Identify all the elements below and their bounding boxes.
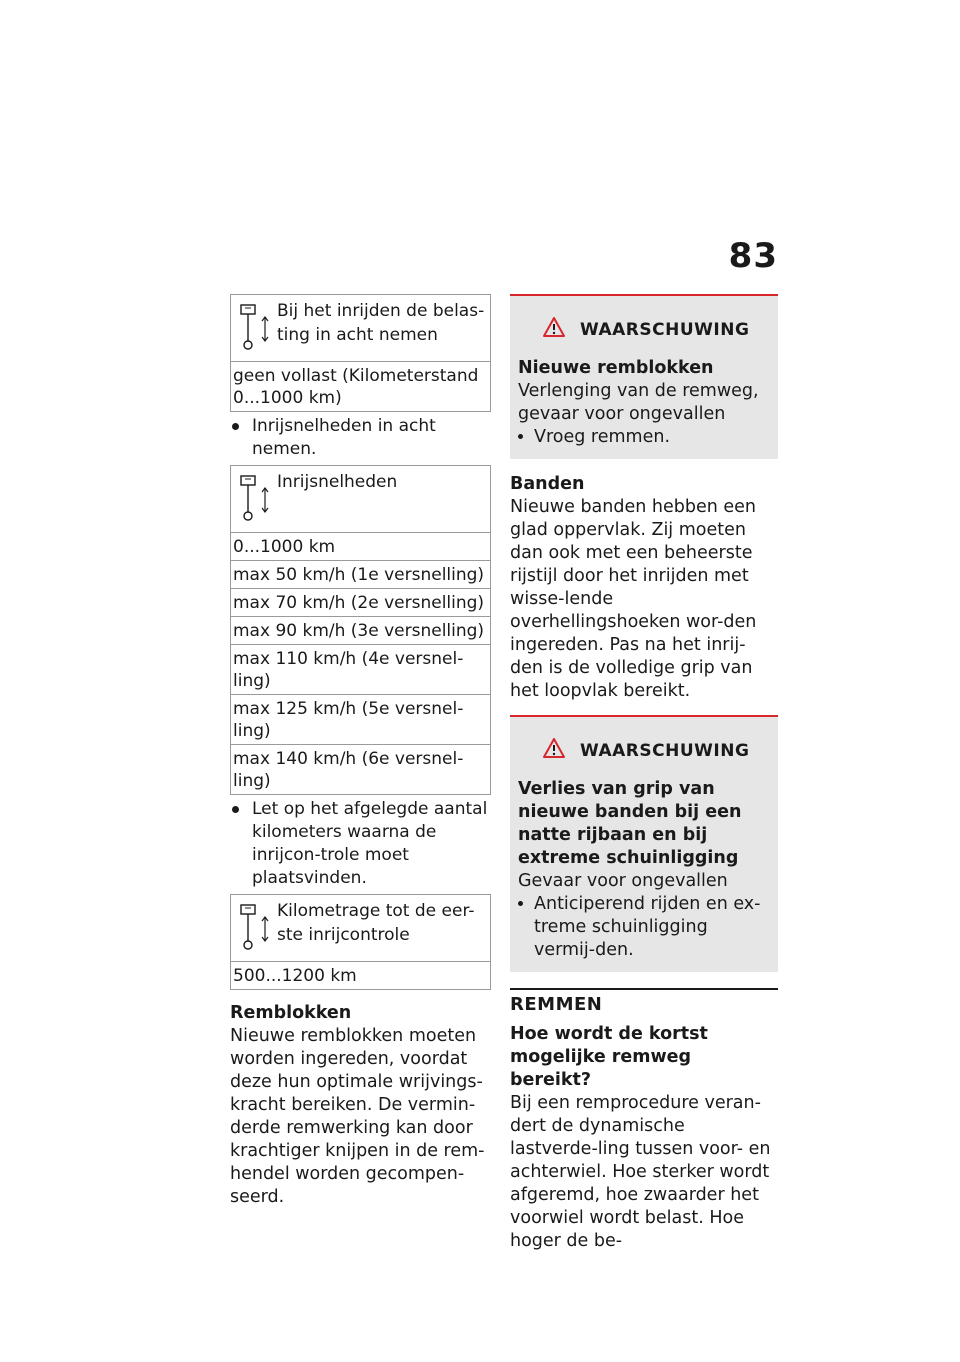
- paragraph-remblokken: Nieuwe remblokken moeten worden ingereden, voordat deze hun optimale wrijvings-kracht bereiken. De vermin-derde remwerking kan door krachtiger knijpen in de rem-hendel worden gecompen-seerd.: [230, 1026, 485, 1207]
- table-row: max 140 km/h (6e versnel-ling): [231, 744, 490, 794]
- engine-piston-icon: [235, 899, 271, 955]
- warning-title: [518, 737, 770, 764]
- list-item-text: Inrijsnelheden in acht nemen.: [252, 416, 436, 459]
- table-row: 500...1200 km: [231, 961, 490, 989]
- info-table-first-inspection: [230, 894, 491, 990]
- engine-piston-icon: [235, 299, 271, 355]
- info-table-break-in-load: [230, 294, 491, 412]
- warning-title-text: WAARSCHUWING: [580, 740, 750, 761]
- warning-title-text: WAARSCHUWING: [580, 319, 750, 340]
- section-heading-remblokken: Remblokken: [230, 1003, 352, 1023]
- table-row: max 90 km/h (3e versnelling): [231, 616, 490, 644]
- section-heading-remweg: Hoe wordt de kortst mogelijke remweg bereikt?: [510, 1024, 708, 1090]
- left-column: [230, 294, 491, 1209]
- warning-box-brake-pads: [510, 294, 778, 459]
- page-number: 83: [728, 236, 778, 276]
- table-header-text: Kilometrage tot de eer-ste inrijcontrole: [277, 901, 475, 945]
- section-heading-banden: Banden: [510, 474, 585, 494]
- list-item: [230, 415, 491, 461]
- table-header: [231, 295, 490, 361]
- warning-heading: Verlies van grip van nieuwe banden bij een natte rijbaan en bij extreme schuinligging: [518, 779, 742, 868]
- warning-triangle-icon: [518, 737, 580, 764]
- table-header: [231, 466, 490, 532]
- engine-piston-icon: [235, 470, 271, 526]
- table-row: max 50 km/h (1e versnelling): [231, 560, 490, 588]
- warning-title: [518, 316, 770, 343]
- warning-triangle-icon: [518, 316, 580, 343]
- table-row: max 70 km/h (2e versnelling): [231, 588, 490, 616]
- warning-text: Gevaar voor ongevallen: [518, 871, 728, 891]
- table-row: 0...1000 km: [231, 532, 490, 560]
- warning-box-tyre-grip: [510, 715, 778, 972]
- right-column: [510, 294, 778, 1253]
- table-header: [231, 895, 490, 961]
- table-header-text: Inrijsnelheden: [277, 472, 398, 492]
- table-row: max 110 km/h (4e versnel-ling): [231, 644, 490, 694]
- bullet-dot-icon: [518, 901, 523, 906]
- info-table-break-in-speeds: [230, 465, 491, 795]
- list-item-text: Vroeg remmen.: [534, 427, 671, 447]
- list-item-text: Anticiperend rijden en ex-treme schuinligging vermij-den.: [534, 894, 761, 960]
- bullet-dot-icon: [518, 434, 523, 439]
- bullet-dot-icon: [232, 423, 239, 430]
- table-row: geen vollast (Kilometerstand 0...1000 km): [231, 361, 490, 411]
- bullet-dot-icon: [232, 806, 239, 813]
- table-header-text: Bij het inrijden de belas-ting in acht nemen: [277, 301, 485, 345]
- table-row: max 125 km/h (5e versnel-ling): [231, 694, 490, 744]
- list-item: [518, 426, 770, 449]
- paragraph-banden: Nieuwe banden hebben een glad oppervlak. Zij moeten dan ook met een beheerste rijstijl door het inrijden met wisse-lende overhellingshoeken wor-den ingereden. Pas na het inrij-den is de volledige grip van het loopvlak bereikt.: [510, 497, 757, 701]
- warning-heading: Nieuwe remblokken: [518, 358, 714, 378]
- list-item-text: Let op het afgelegde aantal kilometers waarna de inrijcon-trole moet plaatsvinden.: [252, 799, 488, 888]
- paragraph-remmen: Bij een remprocedure veran-dert de dynamische lastverde-ling tussen voor- en achterwiel. Hoe sterker wordt afgeremd, hoe zwaarder het voorwiel wordt belast. Hoe hoger de be-: [510, 1093, 771, 1251]
- chapter-title-remmen: REMMEN: [510, 988, 778, 1015]
- list-item: [518, 893, 770, 962]
- list-item: [230, 798, 491, 890]
- warning-text: Verlenging van de remweg, gevaar voor ongevallen: [518, 381, 759, 424]
